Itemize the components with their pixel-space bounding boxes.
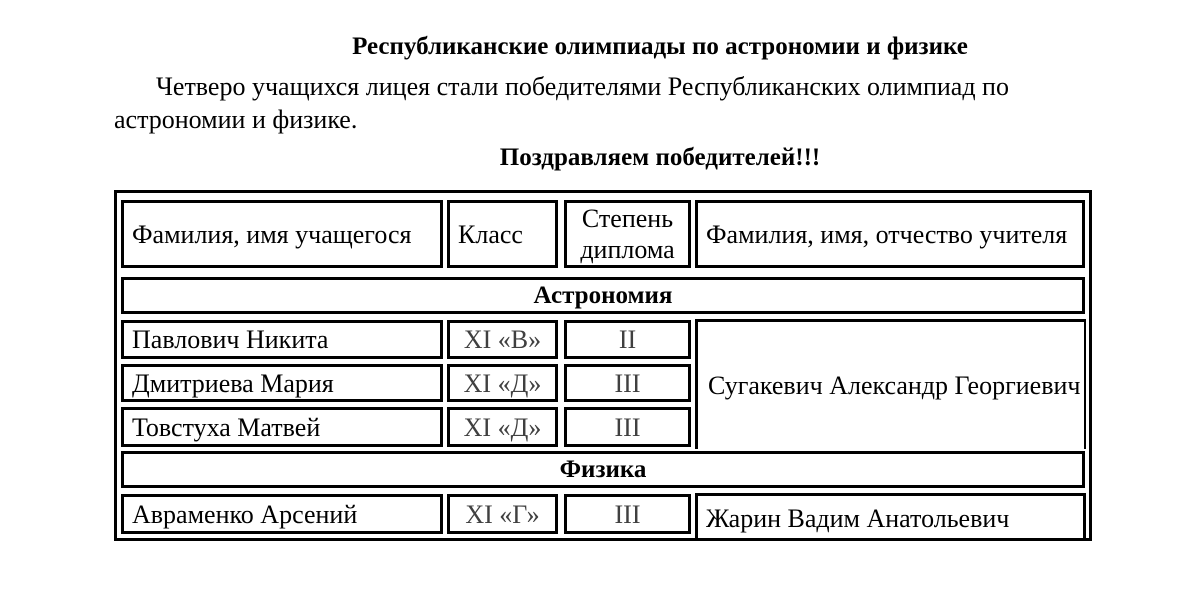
student-class: XI «Д»	[447, 407, 558, 447]
diploma-degree: III	[564, 494, 691, 534]
teacher-physics: Жарин Вадим Анатольевич	[695, 493, 1086, 541]
header-degree: Степень диплома	[564, 200, 691, 268]
intro-paragraph: Четверо учащихся лицея стали победителями Республиканских олимпиад по астрономии и физике.	[114, 72, 1009, 134]
diploma-degree: II	[564, 320, 691, 359]
document-title: Республиканские олимпиады по астрономии и физике	[352, 33, 968, 60]
student-class: XI «Д»	[447, 364, 558, 402]
diploma-degree: III	[564, 407, 691, 447]
student-name: Товстуха Матвей	[121, 407, 443, 447]
student-class: XI «В»	[447, 320, 558, 359]
section-physics: Физика	[121, 451, 1085, 488]
student-name: Павлович Никита	[121, 320, 443, 359]
header-class: Класс	[447, 200, 558, 268]
congratulations-heading: Поздравляем победителей!!!	[499, 144, 821, 171]
student-name: Дмитриева Мария	[121, 364, 443, 402]
student-name: Авраменко Арсений	[121, 494, 443, 534]
teacher-astronomy: Сугакевич Александр Георгиевич	[695, 319, 1086, 449]
diploma-degree: III	[564, 364, 691, 402]
student-class: XI «Г»	[447, 494, 558, 534]
header-teacher: Фамилия, имя, отчество учителя	[695, 200, 1085, 268]
header-student: Фамилия, имя учащегося	[121, 200, 443, 268]
section-astronomy: Астрономия	[121, 277, 1085, 314]
winners-table	[114, 190, 1092, 541]
